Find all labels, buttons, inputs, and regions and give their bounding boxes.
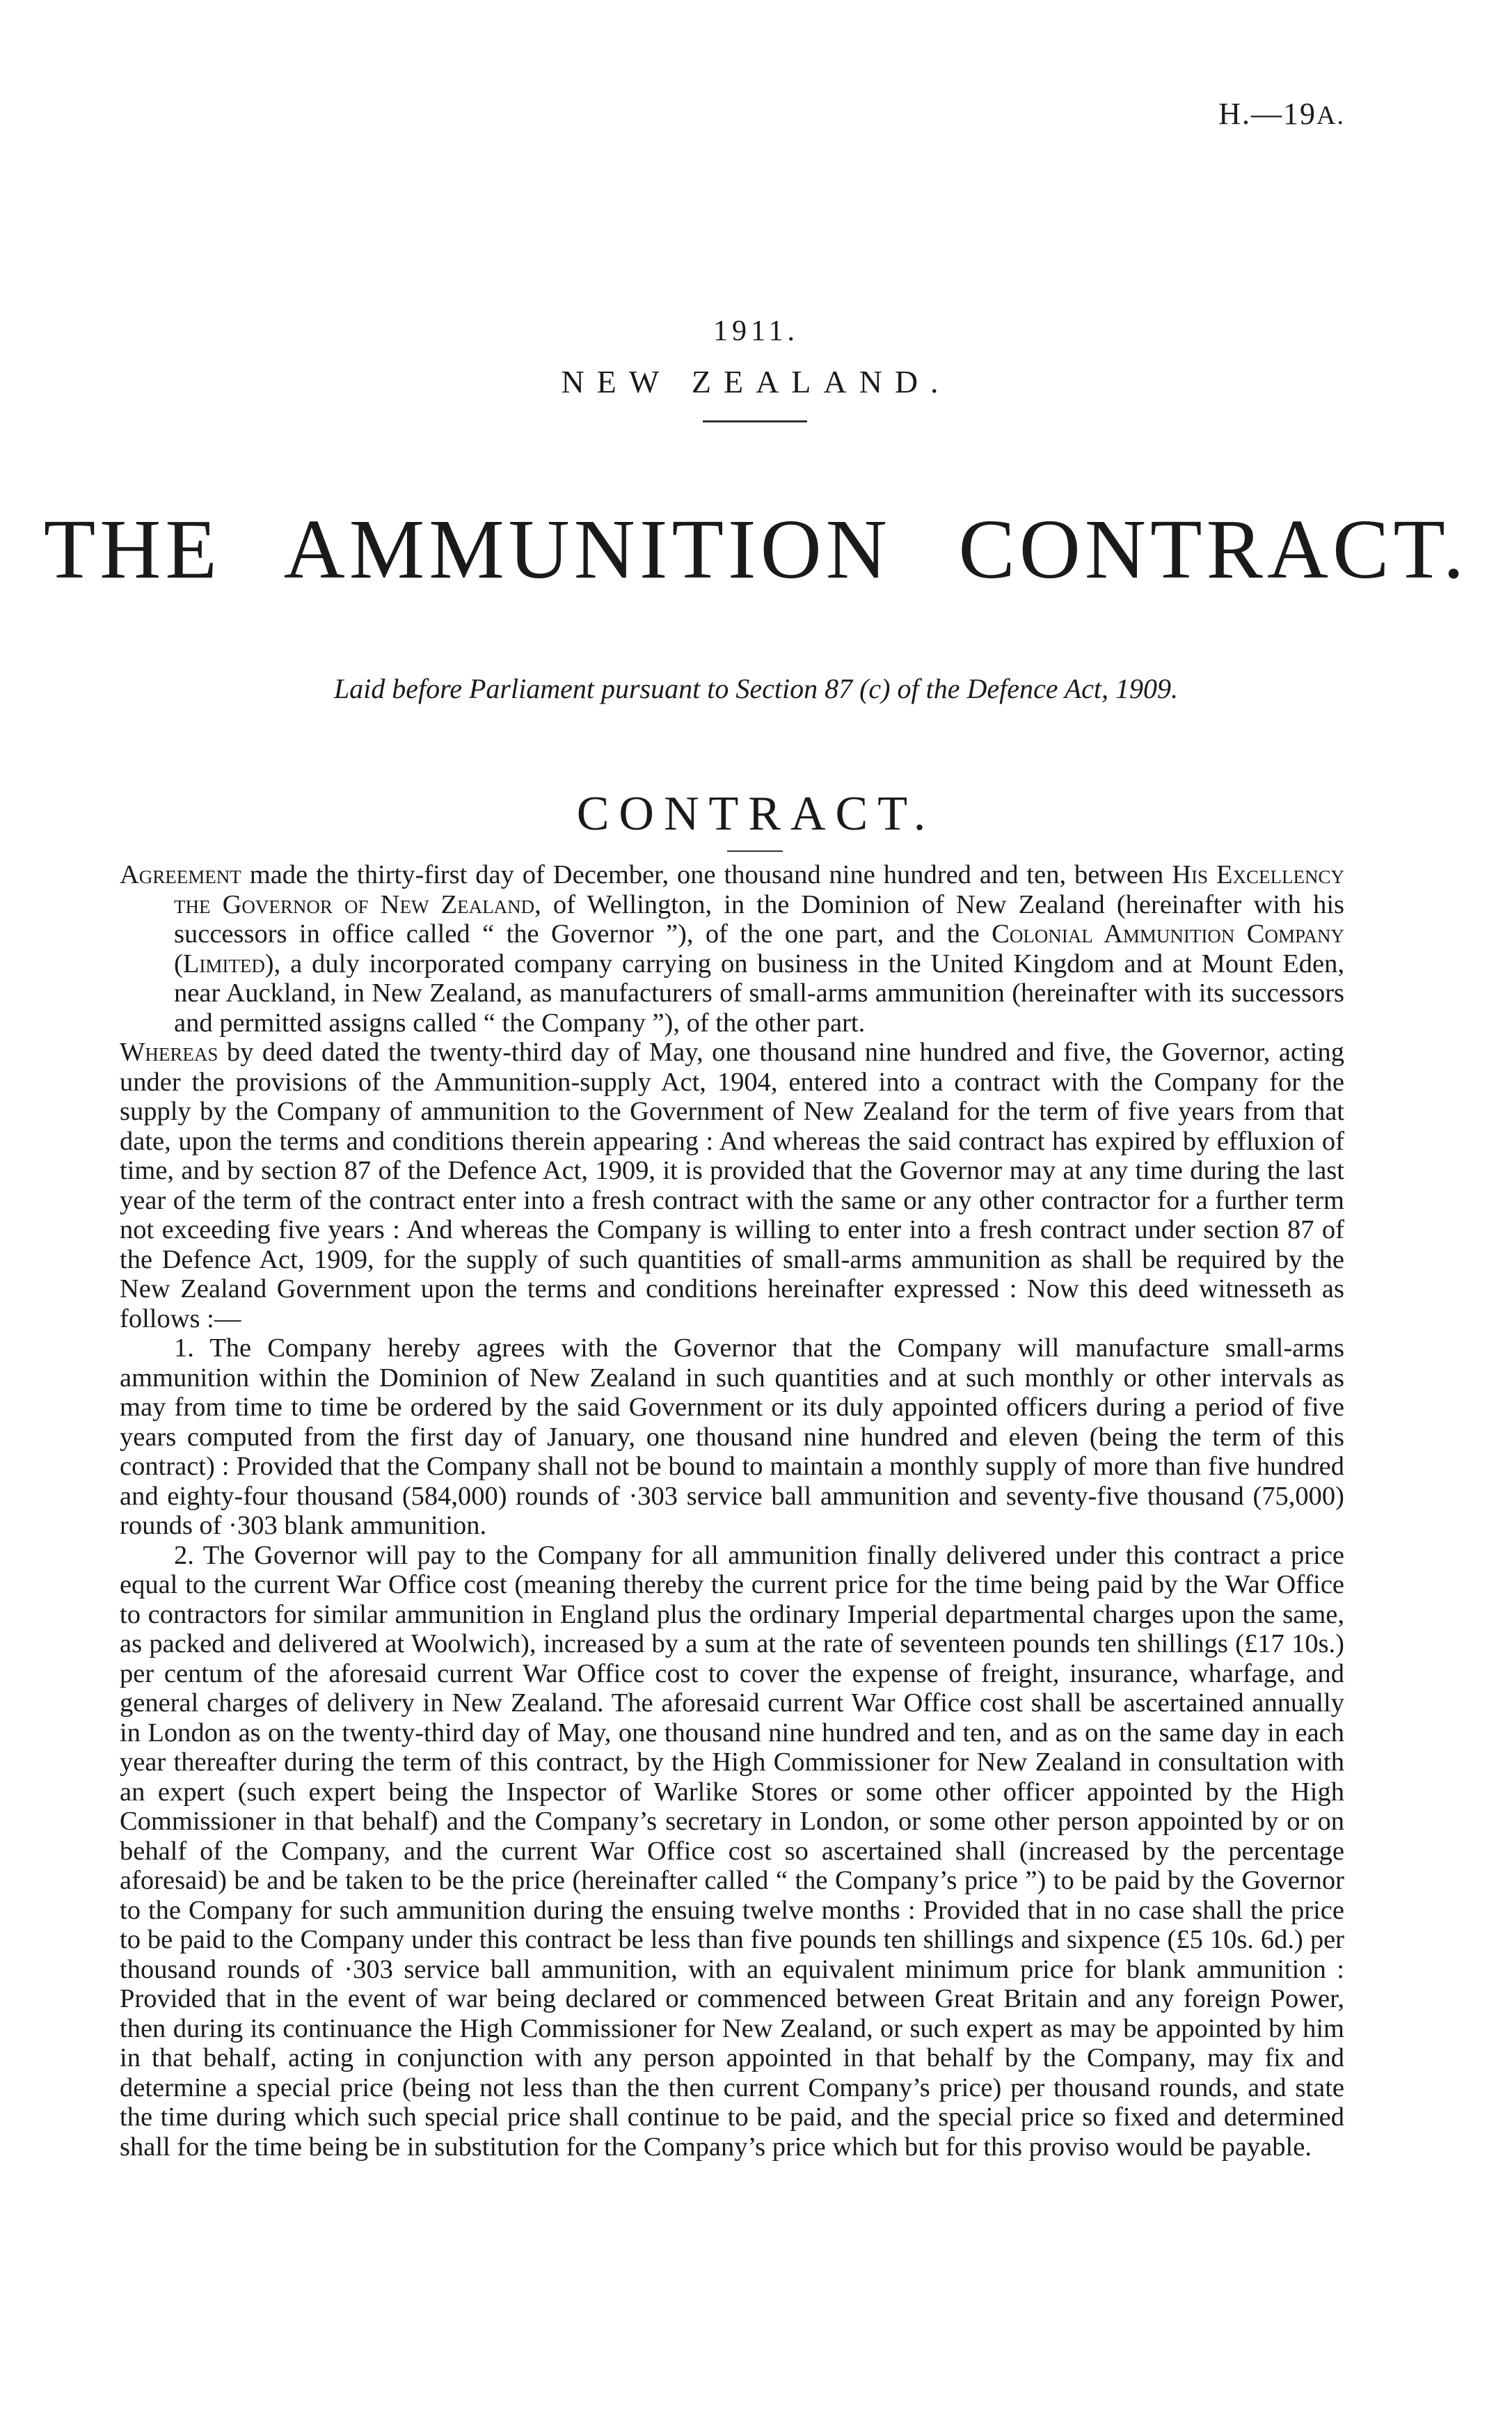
divider [727,850,783,852]
laid-before-note: Laid before Parliament pursuant to Section 87 (c) of the Defence Act, 1909. [333,673,1179,704]
agreement-text: , a duly incorporated company carrying on business in the United Kingdom and at Mount Eden, near Auckland, in New Zealand, as manufacturers of small-arms ammunition (hereinafter with its successors and permitted assigns called “ the Company ”), of the other part. [174,949,1344,1038]
agreement-paragraph [120,860,1344,1038]
document-code [1218,96,1345,132]
document-code-suffix: A. [1316,101,1345,130]
agreement-text: , of Wellington, in the Dominion of New Zealand (hereinafter with his successors in office called “ the Governor ”), of the one part, and the [174,889,1344,949]
clause-paragraph: 2. The Governor will pay to the Company for all ammunition finally delivered under this contract a price equal to the current War Office cost (meaning thereby the current price for the time being paid by the War Office to contractors for similar ammunition in England plus the ordinary Imperial departmental charges upon the same, as packed and delivered at Woolwich), increased by a sum at the rate of seventeen pounds ten shillings (£17 10s.) per centum of the aforesaid current War Office cost to cover the expense of freight, insurance, wharfage, and general charges of delivery in New Zealand. The aforesaid current War Office cost shall be ascertained annually in London as on the twenty-third day of May, one thousand nine hundred and ten, and as on the same day in each year thereafter during the term of this contract, by the High Commissioner for New Zealand in consultation with an expert (such expert being the Inspector of Warlike Stores or some other officer appointed by the High Commissioner in that behalf) and the Company’s secretary in London, or some other person appointed by or on behalf of the Company, and the current War Office cost so ascertained shall (increased by the percentage aforesaid) be and be taken to be the price (hereinafter called “ the Company’s price ”) to be paid by the Governor to the Company for such ammunition during the ensuing twelve months : Provided that in no case shall the price to be paid to the Company under this contract be less than five pounds ten shillings and sixpence (£5 10s. 6d.) per thousand rounds of ·303 service ball ammunition, with an equivalent minimum price for blank ammunition : Provided that in the event of war being declared or commenced between Great Britain and any foreign Power, then during its continuance the High Commissioner for New Zealand, or such expert as may be appointed by him in that behalf, acting in conjunction with any person appointed in that behalf by the Company, may fix and determine a special price (being not less than the then current Company’s price) per thousand rounds, and state the time during which such special price shall continue to be paid, and the special price so fixed and determined shall for the time being be in substitution for the Company’s price which but for this proviso would be payable. [120,1540,1344,2162]
agreement-lead: Agreement [120,860,241,889]
party-governor: His Excellency the Governor of New Zealand [174,860,1344,919]
country-heading: NEW ZEALAND. [561,364,951,399]
whereas-text: by deed dated the twenty-third day of May, one thousand nine hundred and five, the Governor, acting under the provisions of the Ammunition-supply Act, 1904, entered into a contract with the Company for the supply by the Company of ammunition to the Government of New Zealand for the term of five years from that date, upon the terms and conditions therein appearing : And whereas the said contract has expired by effluxion of time, and by section 87 of the Defence Act, 1909, it is provided that the Governor may at any time during the last year of the term of the contract enter into a fresh contract with the same or any other contractor for a further term not exceeding five years : And whereas the Company is willing to enter into a fresh contract under section 87 of the Defence Act, 1909, for the supply of such quantities of small-arms ammunition as shall be required by the New Zealand Government upon the terms and conditions hereinafter expressed : Now this deed witnesseth as follows :— [120,1038,1344,1333]
document-code-prefix: H.—19 [1218,97,1317,131]
clause-paragraph: 1. The Company hereby agrees with the Governor that the Company will manufacture small-arms ammunition within the Dominion of New Zealand in such quantities and at such monthly or other intervals as may from time to time be ordered by the said Government or its duly appointed officers during a period of five years computed from the first day of January, one thousand nine hundred and eleven (being the term of this contract) : Provided that the Company shall not be bound to maintain a monthly supply of more than five hundred and eighty-four thousand (584,000) rounds of ·303 service ball ammunition and seventy-five thousand (75,000) rounds of ·303 blank ammunition. [120,1333,1344,1540]
document-title: THE AMMUNITION CONTRACT. [43,502,1469,596]
agreement-text: made the thirty-first day of December, one thousand nine hundred and ten, between [241,860,1172,889]
divider [703,420,807,422]
whereas-paragraph [120,1038,1344,1333]
party-company: Colonial Ammunition Company (Limited) [174,919,1344,978]
contract-heading: CONTRACT. [576,787,936,841]
contract-body [120,860,1344,2162]
whereas-lead: Whereas [120,1038,218,1067]
document-year: 1911. [713,315,799,347]
